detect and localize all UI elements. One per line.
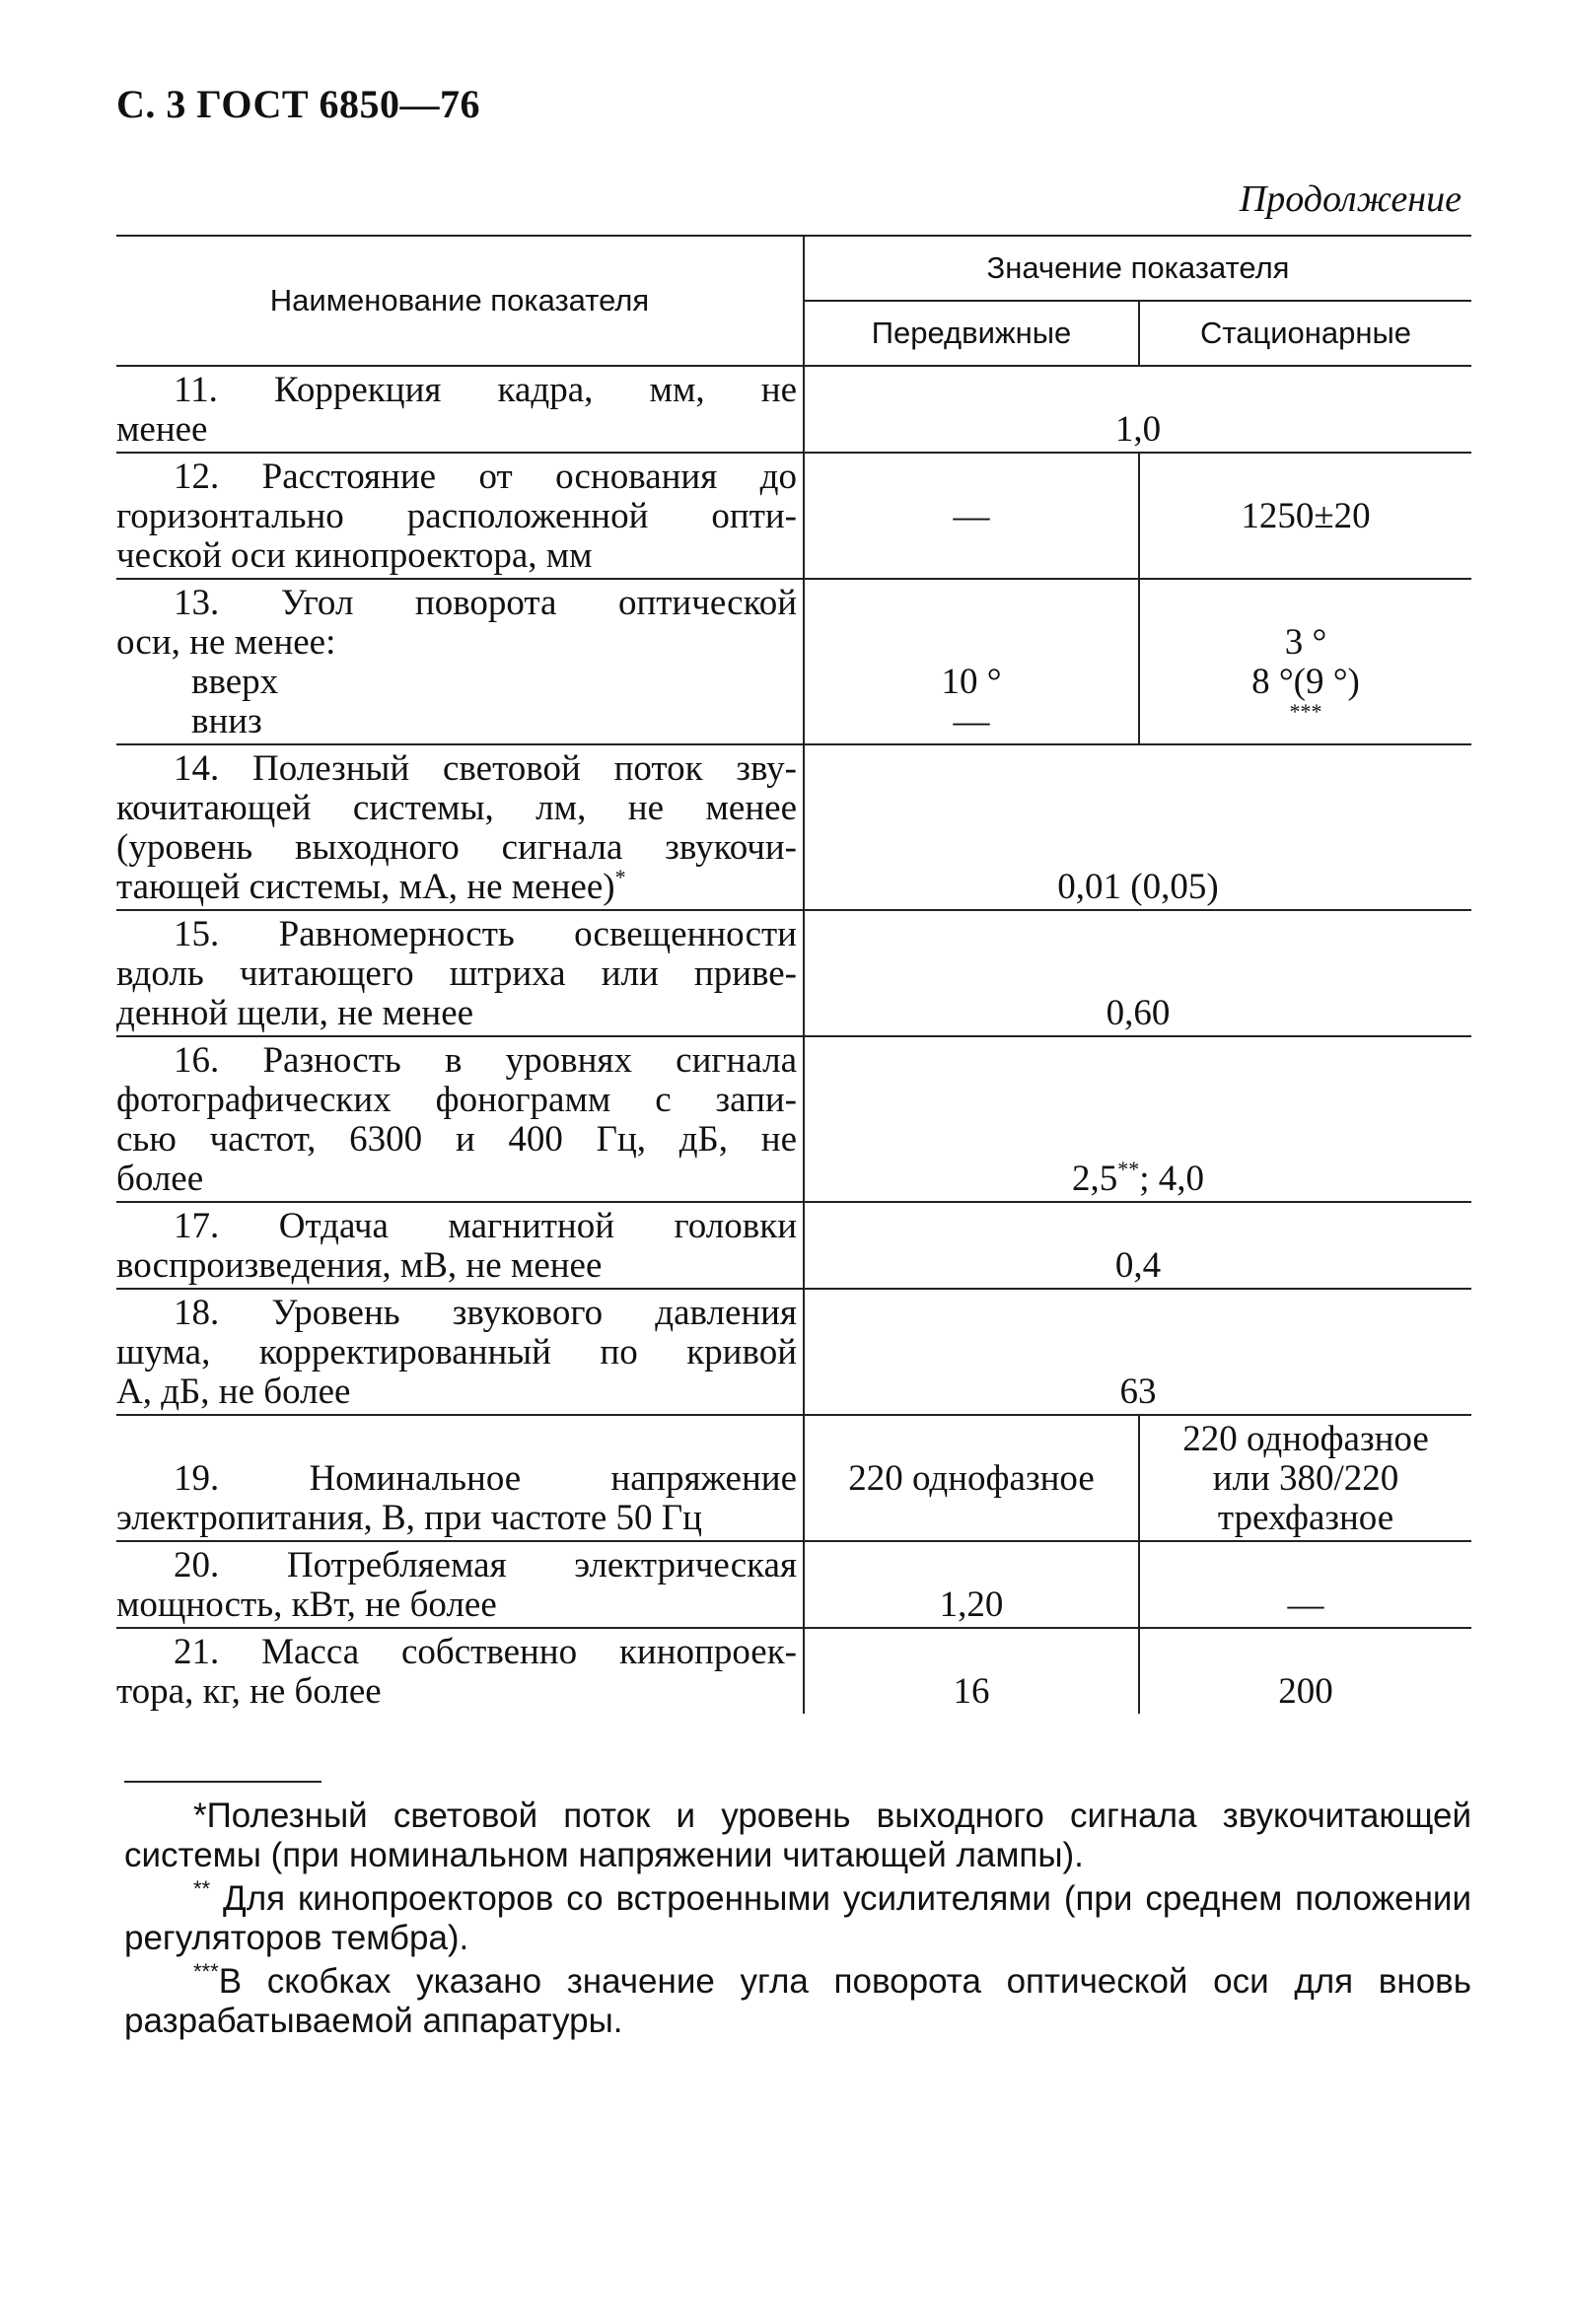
row-name-line: фотографических фонограмм с запи- [116,1080,797,1120]
row-value-stationary [1139,579,1471,744]
footnote-mark: *** [1289,699,1322,724]
row-name-line: тора, кг, не более [116,1671,382,1712]
footnote-text: Для кинопроекторов со встроенными усилителями (при среднем положении регуляторов тембра). [124,1879,1471,1957]
continuation-label: Продолжение [1239,178,1462,220]
row-name [116,1036,804,1202]
row-name-line: 13. Угол поворота оптической [174,583,797,623]
value-line: 220 однофазное [1182,1419,1429,1459]
footnote-divider [124,1781,321,1783]
row-value: 1,0 [804,366,1471,453]
row-name [116,1415,804,1541]
row-name-line: кочитающей системы, лм, не менее [116,788,797,828]
row-name-line: более [116,1159,204,1199]
row-name-line: 11. Коррекция кадра, мм, не [174,370,797,410]
row-value: 63 [804,1289,1471,1415]
table-row [116,1628,1471,1714]
row-value-mobile: 220 однофазное [804,1415,1139,1541]
row-name-line: денной щели, не менее [116,993,474,1033]
row-name [116,579,804,744]
footnote-text: Полезный световой поток и уровень выходного сигнала звукочитающей системы (при номинальном напряжении читающей лампы). [124,1796,1471,1874]
row-name-line: ческой оси кинопроектора, мм [116,535,593,576]
row-value-mobile: 16 [804,1628,1139,1714]
page-header: С. 3 ГОСТ 6850—76 [116,82,481,126]
row-name-line: 21. Масса собственно кинопроек- [174,1632,797,1672]
row-value-stationary: 1250±20 [1139,453,1471,579]
value-line: или 380/220 [1212,1458,1399,1499]
value-part: 2,5 [1071,1159,1118,1199]
row-name-line: 18. Уровень звукового давления [174,1293,797,1333]
value-part: ; 4,0 [1139,1159,1205,1199]
row-value-stationary: 200 [1278,1671,1333,1712]
footnote-3 [124,1959,1471,2041]
footnote-mark: * [193,1796,207,1835]
footnote-mark: ** [193,1876,211,1901]
table-row [116,1415,1471,1541]
row-name-line: вверх [191,662,279,702]
footnote-mark: *** [193,1959,219,1984]
footnote-2 [124,1876,1471,1958]
footnote-mark: * [614,865,626,889]
row-name-line: шума, корректированный по кривой [116,1332,797,1373]
row-name [116,1289,804,1415]
row-name-line: 17. Отдача магнитной головки [174,1206,797,1246]
table-row [116,453,1471,579]
row-name-line: горизонтально расположенной опти- [116,496,797,536]
row-name [116,1541,804,1628]
row-name-line: вдоль читающего штриха или приве- [116,953,797,994]
row-name [116,1202,804,1289]
row-name-line [116,865,797,907]
value-up: 10 ° [941,662,1002,702]
row-name [116,910,804,1036]
row-name-line: воспроизведения, мВ, не менее [116,1245,603,1286]
table-row [116,1289,1471,1415]
row-name-text: тающей системы, мА, не менее) [116,867,615,907]
col-header-name: Наименование показателя [116,236,804,366]
row-value-mobile [804,579,1139,744]
row-name [116,453,804,579]
col-header-value: Значение показателя [804,236,1471,301]
row-name-line: 20. Потребляемая электрическая [174,1545,797,1585]
row-name-line: (уровень выходного сигнала звукочи- [116,827,797,868]
row-name-line: менее [116,409,208,450]
value-up: 3 ° [1284,622,1327,663]
col-header-mobile: Передвижные [804,301,1139,366]
row-name [116,1628,804,1714]
row-name [116,366,804,453]
spec-table [116,235,1471,1714]
row-name [116,744,804,910]
table-row [116,1202,1471,1289]
value-line: трехфазное [1217,1498,1394,1538]
row-name-line: 12. Расстояние от основания до [174,457,797,497]
row-name-line: вниз [191,701,262,741]
col-header-stationary: Стационарные [1139,301,1471,366]
value-down: — [953,701,990,741]
table-row [116,1036,1471,1202]
footnote-text: В скобках указано значение угла поворота оптической оси для вновь разрабатываемой аппаратуры. [124,1962,1471,2040]
table-row [116,579,1471,744]
row-name-line: оси, не менее: [116,622,336,663]
row-name-line: 15. Равномерность освещенности [174,914,797,954]
row-value: 0,60 [804,910,1471,1036]
row-value [804,1036,1471,1202]
table-row [116,366,1471,453]
footnote-mark: ** [1117,1157,1140,1181]
row-value: 0,01 (0,05) [804,744,1471,910]
value-down [1140,663,1471,741]
row-value: 0,4 [804,1202,1471,1289]
row-value-mobile: 1,20 [804,1541,1139,1628]
table-header-row [116,236,1471,301]
table-row [116,910,1471,1036]
table-row [116,744,1471,910]
table-row [116,1541,1471,1628]
row-name-line: А, дБ, не более [116,1372,351,1412]
row-name-line: электропитания, В, при частоте 50 Гц [116,1498,702,1538]
footnotes [124,1796,1471,2045]
row-name-line: 19. Номинальное напряжение [174,1458,797,1499]
row-value-mobile: — [804,453,1139,579]
row-name-line: сью частот, 6300 и 400 Гц, дБ, не [116,1119,797,1160]
footnote-1 [124,1796,1471,1875]
value-down-text: 8 °(9 °) [1251,662,1360,702]
row-value-stationary [1139,1415,1471,1541]
row-value-stationary: — [1139,1541,1471,1628]
row-name-line: 14. Полезный световой поток зву- [174,748,797,789]
row-name-line: мощность, кВт, не более [116,1585,497,1625]
row-name-line: 16. Разность в уровнях сигнала [174,1040,797,1081]
